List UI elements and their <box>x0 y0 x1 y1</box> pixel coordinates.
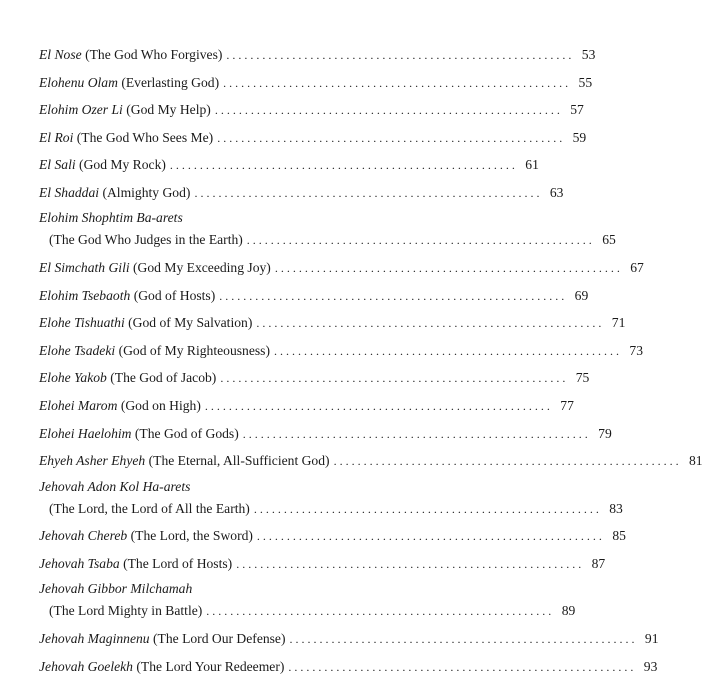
page-number: 55 <box>578 74 593 90</box>
entry-name: Jehovah Tsaba <box>39 555 120 571</box>
toc-row <box>39 497 623 521</box>
toc-row <box>39 655 658 679</box>
toc-title <box>39 524 253 548</box>
entry-name: Jehovah Goelekh <box>39 658 133 674</box>
page-number: 65 <box>602 232 616 248</box>
dot-leader <box>206 599 551 623</box>
entry-meaning: (God My Rock) <box>79 157 166 173</box>
toc-entry[interactable] <box>39 126 587 150</box>
dot-leader <box>254 497 599 521</box>
toc-row <box>39 126 587 150</box>
toc-row <box>39 284 589 308</box>
entry-name: Elohei Haelohim <box>39 425 132 441</box>
toc-row <box>39 71 593 95</box>
toc-title <box>39 256 271 280</box>
dot-leader <box>215 98 560 122</box>
toc-row <box>39 256 644 280</box>
dot-leader <box>236 552 581 576</box>
page-number: 63 <box>549 184 564 200</box>
entry-name: El Simchath Gili <box>39 260 130 276</box>
toc-title <box>39 655 284 679</box>
toc-title <box>39 71 219 95</box>
entry-name: Elohei Marom <box>39 397 118 413</box>
toc-title <box>39 579 192 599</box>
toc-entry[interactable] <box>39 552 606 576</box>
entry-name: Elohim Ozer Li <box>39 102 123 118</box>
toc-title <box>39 228 243 252</box>
toc-row <box>39 228 616 252</box>
toc-row <box>39 208 372 228</box>
toc-row <box>39 599 576 623</box>
toc-entry[interactable] <box>39 366 590 390</box>
dot-leader <box>194 181 539 205</box>
entry-meaning: (God of My Righteousness) <box>118 342 270 358</box>
entry-meaning: (The God of Jacob) <box>110 370 217 386</box>
dot-leader <box>256 311 601 335</box>
table-of-contents <box>39 43 703 682</box>
dot-leader <box>290 627 635 651</box>
toc-row <box>39 449 703 473</box>
dot-leader <box>226 43 571 67</box>
entry-meaning: (The God Who Sees Me) <box>76 129 214 145</box>
entry-name: El Sali <box>39 157 76 173</box>
toc-entry[interactable] <box>39 43 596 67</box>
toc-row <box>39 153 539 177</box>
page-number: 67 <box>630 260 644 276</box>
entry-meaning: (The Eternal, All-Sufficient God) <box>148 453 330 469</box>
toc-title <box>39 422 239 446</box>
toc-entry[interactable] <box>39 422 612 446</box>
page-number: 57 <box>570 102 584 118</box>
dot-leader <box>257 524 602 548</box>
toc-title <box>39 153 166 177</box>
toc-title <box>39 366 216 390</box>
toc-entry[interactable] <box>39 449 703 473</box>
entry-name: Elohe Yakob <box>39 370 107 386</box>
toc-entry[interactable] <box>39 339 643 363</box>
entry-name: Jehovah Chereb <box>39 528 128 544</box>
dot-leader <box>334 449 679 473</box>
toc-title <box>39 181 190 205</box>
toc-row <box>39 98 584 122</box>
entry-name: El Roi <box>39 129 74 145</box>
dot-leader <box>288 655 633 679</box>
entry-name: Elohim Tsebaoth <box>39 287 131 303</box>
entry-meaning: (The God Who Judges in the Earth) <box>49 232 243 248</box>
toc-title <box>39 497 250 521</box>
toc-title <box>39 449 330 473</box>
dot-leader <box>217 126 562 150</box>
page-number: 73 <box>629 342 643 358</box>
entry-meaning: (The God of Gods) <box>134 425 239 441</box>
toc-title <box>39 339 270 363</box>
page-number: 83 <box>609 500 623 516</box>
toc-entry[interactable] <box>39 181 564 205</box>
page-number: 69 <box>574 287 589 303</box>
toc-entry[interactable] <box>39 524 626 548</box>
toc-title <box>39 477 190 497</box>
entry-meaning: (Everlasting God) <box>121 74 220 90</box>
entry-name: Elohe Tishuathi <box>39 315 125 331</box>
toc-row <box>39 339 643 363</box>
toc-entry[interactable] <box>39 311 626 335</box>
entry-meaning: (The Lord Mighty in Battle) <box>49 603 203 619</box>
toc-row <box>39 579 372 599</box>
toc-row <box>39 43 596 67</box>
page-number: 87 <box>591 555 606 571</box>
page-number: 61 <box>525 157 539 173</box>
entry-meaning: (The Lord Your Redeemer) <box>136 658 285 674</box>
toc-entry[interactable] <box>39 655 658 679</box>
dot-leader <box>223 71 568 95</box>
entry-name: Ehyeh Asher Ehyeh <box>39 453 146 469</box>
toc-row <box>39 422 612 446</box>
toc-title <box>39 208 183 228</box>
toc-row <box>39 524 626 548</box>
toc-entry[interactable] <box>39 284 589 308</box>
page-number: 77 <box>560 397 574 413</box>
entry-name: Jehovah Maginnenu <box>39 630 150 646</box>
entry-name: Elohe Tsadeki <box>39 342 116 358</box>
dot-leader <box>219 284 564 308</box>
entry-meaning: (The Lord, the Lord of All the Earth) <box>49 500 250 516</box>
dot-leader <box>274 339 619 363</box>
page-number: 89 <box>561 603 576 619</box>
entry-meaning: (God of My Salvation) <box>128 315 253 331</box>
page-number: 59 <box>572 129 587 145</box>
dot-leader <box>170 153 515 177</box>
entry-name: Elohim Shophtim Ba-arets <box>39 210 183 226</box>
dot-leader <box>275 256 620 280</box>
entry-meaning: (Almighty God) <box>102 184 191 200</box>
toc-title <box>39 599 202 623</box>
toc-entry[interactable] <box>39 579 576 623</box>
toc-title <box>39 284 215 308</box>
entry-name: Elohenu Olam <box>39 74 118 90</box>
page-number: 81 <box>688 453 703 469</box>
toc-entry[interactable] <box>39 627 659 651</box>
toc-row <box>39 552 606 576</box>
toc-row <box>39 627 659 651</box>
toc-title <box>39 98 211 122</box>
dot-leader <box>243 422 588 446</box>
entry-meaning: (God My Help) <box>126 102 211 118</box>
toc-row <box>39 311 626 335</box>
page-number: 53 <box>581 47 596 62</box>
toc-entry[interactable] <box>39 208 616 252</box>
entry-meaning: (God My Exceeding Joy) <box>133 260 271 276</box>
toc-title <box>39 394 201 418</box>
page-number: 85 <box>612 528 626 544</box>
toc-row <box>39 477 372 497</box>
toc-title <box>39 43 222 67</box>
page-number: 75 <box>575 370 590 386</box>
dot-leader <box>247 228 592 252</box>
toc-row <box>39 366 590 390</box>
entry-meaning: (God on High) <box>120 397 201 413</box>
entry-name: El Nose <box>39 47 82 62</box>
entry-meaning: (The God Who Forgives) <box>85 47 223 62</box>
toc-entry[interactable] <box>39 256 644 280</box>
toc-title <box>39 126 213 150</box>
toc-entry[interactable] <box>39 71 593 95</box>
toc-title <box>39 627 286 651</box>
entry-meaning: (The Lord, the Sword) <box>130 528 253 544</box>
toc-entry[interactable] <box>39 477 623 521</box>
entry-name: Jehovah Gibbor Milchamah <box>39 581 193 597</box>
page-number: 79 <box>598 425 612 441</box>
toc-title <box>39 311 252 335</box>
entry-meaning: (The Lord Our Defense) <box>153 630 286 646</box>
entry-name: Jehovah Adon Kol Ha-arets <box>39 478 191 494</box>
toc-title <box>39 552 232 576</box>
entry-name: El Shaddai <box>39 184 100 200</box>
toc-entry[interactable] <box>39 394 574 418</box>
toc-row <box>39 394 574 418</box>
page-number: 93 <box>643 658 658 674</box>
page-number: 91 <box>644 630 659 646</box>
entry-meaning: (The Lord of Hosts) <box>123 555 233 571</box>
toc-entry[interactable] <box>39 98 584 122</box>
page-number: 71 <box>611 315 626 331</box>
entry-meaning: (God of Hosts) <box>133 287 216 303</box>
dot-leader <box>220 366 565 390</box>
toc-entry[interactable] <box>39 153 539 177</box>
dot-leader <box>205 394 550 418</box>
toc-row <box>39 181 564 205</box>
